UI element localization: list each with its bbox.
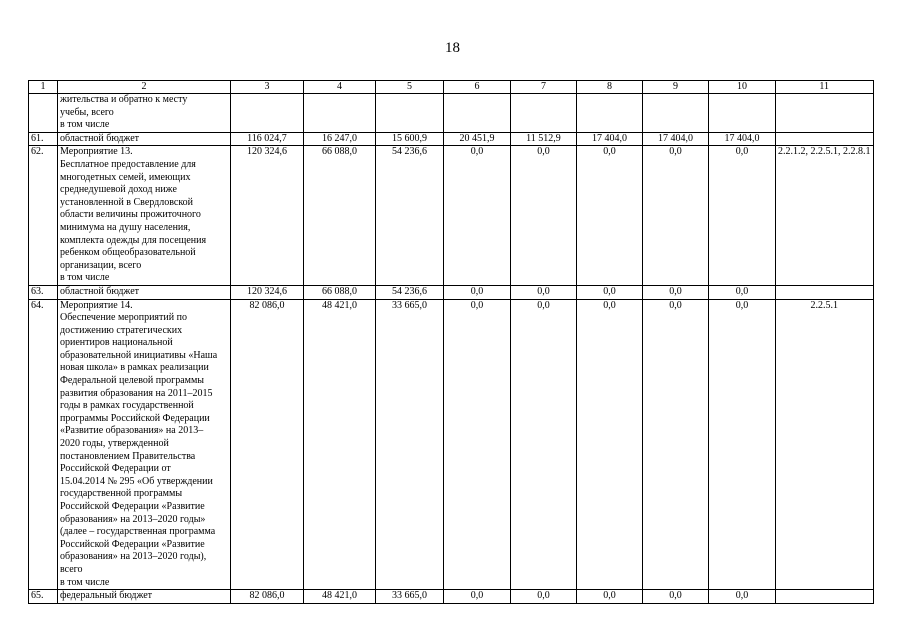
table-row (29, 94, 874, 133)
value-col-9: 0,0 (643, 299, 709, 590)
row-number: 61. (29, 132, 58, 146)
value-col-7: 0,0 (511, 146, 577, 286)
description-line: в том числе (60, 272, 110, 284)
description-line: «Развитие образования» на 2013– (60, 425, 204, 437)
value-col-6 (444, 94, 511, 133)
table-row (29, 285, 874, 299)
description-line: 2020 годы, утвержденной (60, 438, 169, 450)
value-col-8: 0,0 (577, 590, 643, 604)
value-col-7: 0,0 (511, 590, 577, 604)
value-col-3: 120 324,6 (231, 285, 304, 299)
value-col-5: 54 236,6 (376, 146, 444, 286)
row-number: 65. (29, 590, 58, 604)
value-col-9: 0,0 (643, 590, 709, 604)
row-description (58, 94, 231, 133)
description-line: Российской Федерации «Развитие (60, 501, 205, 512)
description-line: постановлением Правительства (60, 450, 196, 462)
header-row (29, 81, 874, 94)
description-line: образовательной инициативы «Наша (60, 349, 218, 361)
description-line: 15.04.2014 № 295 «Об утверждении (60, 475, 213, 487)
column-header-9: 9 (643, 81, 709, 94)
value-col-6: 0,0 (444, 285, 511, 299)
row-number: 63. (29, 285, 58, 299)
target-codes: 2.2.1.2, 2.2.5.1, 2.2.8.1 (776, 146, 874, 286)
description-line: Российской Федерации «Развитие (60, 538, 205, 550)
value-col-10: 0,0 (709, 285, 776, 299)
description-line: минимума на душу населения, (60, 221, 191, 233)
value-col-6: 0,0 (444, 590, 511, 604)
value-col-10: 0,0 (709, 146, 776, 286)
description-line: Бесплатное предоставление для (60, 158, 196, 170)
description-line: Мероприятие 13. (60, 146, 133, 158)
description-line: федеральный бюджет (60, 590, 153, 602)
value-col-3 (231, 94, 304, 133)
row-description (58, 285, 231, 299)
budget-table (28, 80, 874, 604)
target-codes (776, 132, 874, 146)
table-row (29, 132, 874, 146)
description-line: в том числе (60, 576, 110, 588)
description-line: развития образования на 2011–2015 (60, 387, 213, 399)
column-header-3: 3 (231, 81, 304, 94)
description-line: программы Российской Федерации (60, 412, 210, 424)
column-header-6: 6 (444, 81, 511, 94)
value-col-8 (577, 94, 643, 133)
description-line: всего (60, 563, 83, 575)
target-codes (776, 590, 874, 604)
description-line: государственной программы (60, 488, 183, 500)
description-line: установленной в Свердловской (60, 196, 194, 208)
value-col-4: 66 088,0 (304, 146, 376, 286)
description-line: образования» на 2013–2020 годы» (60, 513, 206, 525)
target-codes (776, 94, 874, 133)
value-col-8: 0,0 (577, 285, 643, 299)
page-number: 18 (445, 40, 460, 56)
value-col-5: 33 665,0 (376, 590, 444, 604)
value-col-6: 0,0 (444, 299, 511, 590)
value-col-3: 82 086,0 (231, 299, 304, 590)
value-col-9 (643, 94, 709, 133)
value-col-5: 33 665,0 (376, 299, 444, 590)
target-codes (776, 285, 874, 299)
value-col-4: 48 421,0 (304, 299, 376, 590)
description-line: Российской Федерации от (60, 463, 171, 475)
value-col-10: 0,0 (709, 299, 776, 590)
description-line: новая школа» в рамках реализации (60, 362, 209, 374)
description-line: многодетных семей, имеющих (60, 171, 191, 183)
row-number: 62. (29, 146, 58, 286)
description-line: ориентиров национальной (60, 337, 173, 349)
row-description (58, 590, 231, 604)
column-header-1: 1 (29, 81, 58, 94)
value-col-10: 0,0 (709, 590, 776, 604)
row-description (58, 146, 231, 286)
table-row (29, 590, 874, 604)
description-line: организации, всего (60, 259, 142, 271)
value-col-7: 0,0 (511, 299, 577, 590)
row-number: 64. (29, 299, 58, 590)
value-col-6: 0,0 (444, 146, 511, 286)
table-row (29, 299, 874, 590)
value-col-10: 17 404,0 (709, 132, 776, 146)
value-col-8: 0,0 (577, 146, 643, 286)
value-col-9: 0,0 (643, 146, 709, 286)
column-header-4: 4 (304, 81, 376, 94)
description-line: жительства и обратно к месту (60, 94, 188, 105)
value-col-5: 15 600,9 (376, 132, 444, 146)
description-line: среднедушевой доход ниже (60, 184, 177, 196)
target-codes: 2.2.5.1 (776, 299, 874, 590)
value-col-3: 120 324,6 (231, 146, 304, 286)
description-line: в том числе (60, 119, 110, 131)
value-col-4: 48 421,0 (304, 590, 376, 604)
value-col-5 (376, 94, 444, 133)
description-line: комплекта одежды для посещения (60, 234, 207, 246)
description-line: областной бюджет (60, 132, 140, 144)
row-description (58, 132, 231, 146)
description-line: области величины прожиточного (60, 209, 201, 221)
value-col-8: 0,0 (577, 299, 643, 590)
value-col-3: 116 024,7 (231, 132, 304, 146)
row-description (58, 299, 231, 590)
column-header-11: 11 (776, 81, 874, 94)
value-col-7: 0,0 (511, 285, 577, 299)
column-header-2: 2 (58, 81, 231, 94)
value-col-7 (511, 94, 577, 133)
description-line: (далее – государственная программа (60, 526, 216, 538)
column-header-10: 10 (709, 81, 776, 94)
value-col-9: 0,0 (643, 285, 709, 299)
value-col-4: 16 247,0 (304, 132, 376, 146)
value-col-4: 66 088,0 (304, 285, 376, 299)
row-number (29, 94, 58, 133)
table-row (29, 146, 874, 286)
description-line: Мероприятие 14. (60, 299, 133, 311)
value-col-10 (709, 94, 776, 133)
value-col-5: 54 236,6 (376, 285, 444, 299)
value-col-8: 17 404,0 (577, 132, 643, 146)
description-line: образования» на 2013–2020 годы), (60, 551, 207, 563)
value-col-9: 17 404,0 (643, 132, 709, 146)
column-header-5: 5 (376, 81, 444, 94)
description-line: годы в рамках государственной (60, 400, 194, 412)
column-header-7: 7 (511, 81, 577, 94)
description-line: Федеральной целевой программы (60, 375, 205, 387)
description-line: Обеспечение мероприятий по (60, 312, 187, 324)
value-col-7: 11 512,9 (511, 132, 577, 146)
description-line: учебы, всего (60, 106, 114, 118)
description-line: достижению стратегических (60, 324, 183, 336)
column-header-8: 8 (577, 81, 643, 94)
description-line: ребенком общеобразовательной (60, 247, 196, 259)
table-body (29, 81, 874, 604)
value-col-6: 20 451,9 (444, 132, 511, 146)
description-line: областной бюджет (60, 285, 140, 297)
value-col-3: 82 086,0 (231, 590, 304, 604)
value-col-4 (304, 94, 376, 133)
